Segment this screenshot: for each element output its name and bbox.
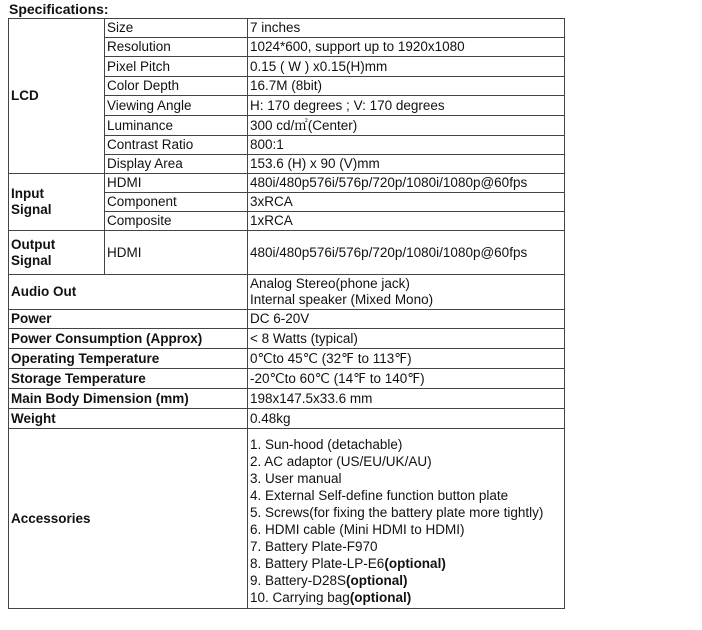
table-row <box>9 409 565 429</box>
operating-temperature-label: Operating Temperature <box>9 349 248 369</box>
output-hdmi-name: HDMI <box>105 231 248 275</box>
lcd-pixel-pitch-name: Pixel Pitch <box>105 57 248 77</box>
input-composite-name: Composite <box>105 212 248 231</box>
audio-out-label: Audio Out <box>9 275 248 310</box>
list-item: 5. Screws(for fixing the battery plate more tightly) <box>250 504 544 520</box>
lcd-contrast-ratio-name: Contrast Ratio <box>105 136 248 155</box>
output-hdmi-value: 480i/480p576i/576p/720p/1080i/1080p@60fps <box>248 231 565 275</box>
audio-out-value <box>248 275 565 310</box>
page-title: Specifications: <box>9 1 109 17</box>
output-signal-label-line1: Output <box>11 236 56 252</box>
lcd-size-value: 7 inches <box>248 19 565 38</box>
input-signal-label-line2: Signal <box>11 202 52 217</box>
lcd-color-depth-name: Color Depth <box>105 77 248 96</box>
table-row <box>9 329 565 349</box>
weight-label: Weight <box>9 409 248 429</box>
table-row <box>9 369 565 389</box>
list-item: 9. Battery-D28S(optional) <box>250 572 408 588</box>
table-row <box>9 349 565 369</box>
operating-temperature-value: 0℃to 45℃ (32℉ to 113℉) <box>248 349 565 369</box>
storage-temperature-value: -20℃to 60℃ (14℉ to 140℉) <box>248 369 565 389</box>
lcd-viewing-angle-name: Viewing Angle <box>105 96 248 116</box>
accessories-label: Accessories <box>9 429 248 609</box>
lcd-pixel-pitch-value: 0.15 ( W ) x0.15(H)mm <box>248 57 565 77</box>
specifications-table <box>8 18 565 609</box>
audio-out-line1: Analog Stereo(phone jack) <box>250 276 410 291</box>
table-row <box>9 231 565 275</box>
input-hdmi-value: 480i/480p576i/576p/720p/1080i/1080p@60fps <box>248 174 565 193</box>
list-item: 2. AC adaptor (US/EU/UK/AU) <box>250 453 432 469</box>
list-item: 3. User manual <box>250 470 342 486</box>
table-row <box>9 275 565 310</box>
list-item: 4. External Self-define function button plate <box>250 487 509 503</box>
table-row <box>9 174 565 193</box>
lcd-resolution-value: 1024*600, support up to 1920x1080 <box>248 38 565 57</box>
table-row <box>9 429 565 609</box>
list-item: 1. Sun-hood (detachable) <box>250 436 403 452</box>
output-signal-label-line2: Signal <box>11 252 52 268</box>
input-signal-label <box>9 174 105 231</box>
lcd-contrast-ratio-value: 800:1 <box>248 136 565 155</box>
lcd-display-area-name: Display Area <box>105 155 248 174</box>
power-consumption-label: Power Consumption (Approx) <box>9 329 248 349</box>
accessories-list <box>248 429 565 609</box>
input-composite-value: 1xRCA <box>248 212 565 231</box>
list-item: 10. Carrying bag(optional) <box>250 589 412 605</box>
input-hdmi-name: HDMI <box>105 174 248 193</box>
list-item: 8. Battery Plate-LP-E6(optional) <box>250 555 446 571</box>
power-consumption-value: < 8 Watts (typical) <box>248 329 565 349</box>
list-item: 7. Battery Plate-F970 <box>250 538 378 554</box>
power-value: DC 6-20V <box>248 310 565 329</box>
input-component-value: 3xRCA <box>248 193 565 212</box>
lcd-resolution-name: Resolution <box>105 38 248 57</box>
main-body-dimension-value: 198x147.5x33.6 mm <box>248 389 565 409</box>
main-body-dimension-label: Main Body Dimension (mm) <box>9 389 248 409</box>
table-row <box>9 19 565 38</box>
list-item: 6. HDMI cable (Mini HDMI to HDMI) <box>250 521 465 537</box>
lcd-display-area-value: 153.6 (H) x 90 (V)mm <box>248 155 565 174</box>
lcd-luminance-value: 300 cd/㎡(Center) <box>248 116 565 136</box>
lcd-label: LCD <box>9 19 105 174</box>
audio-out-line2: Internal speaker (Mixed Mono) <box>250 292 434 307</box>
lcd-color-depth-value: 16.7M (8bit) <box>248 77 565 96</box>
lcd-viewing-angle-value: H: 170 degrees ; V: 170 degrees <box>248 96 565 116</box>
table-row <box>9 310 565 329</box>
output-signal-label <box>9 231 105 275</box>
storage-temperature-label: Storage Temperature <box>9 369 248 389</box>
power-label: Power <box>9 310 248 329</box>
input-component-name: Component <box>105 193 248 212</box>
input-signal-label-line1: Input <box>11 186 44 201</box>
weight-value: 0.48kg <box>248 409 565 429</box>
lcd-luminance-name: Luminance <box>105 116 248 136</box>
lcd-size-name: Size <box>105 19 248 38</box>
table-row <box>9 389 565 409</box>
